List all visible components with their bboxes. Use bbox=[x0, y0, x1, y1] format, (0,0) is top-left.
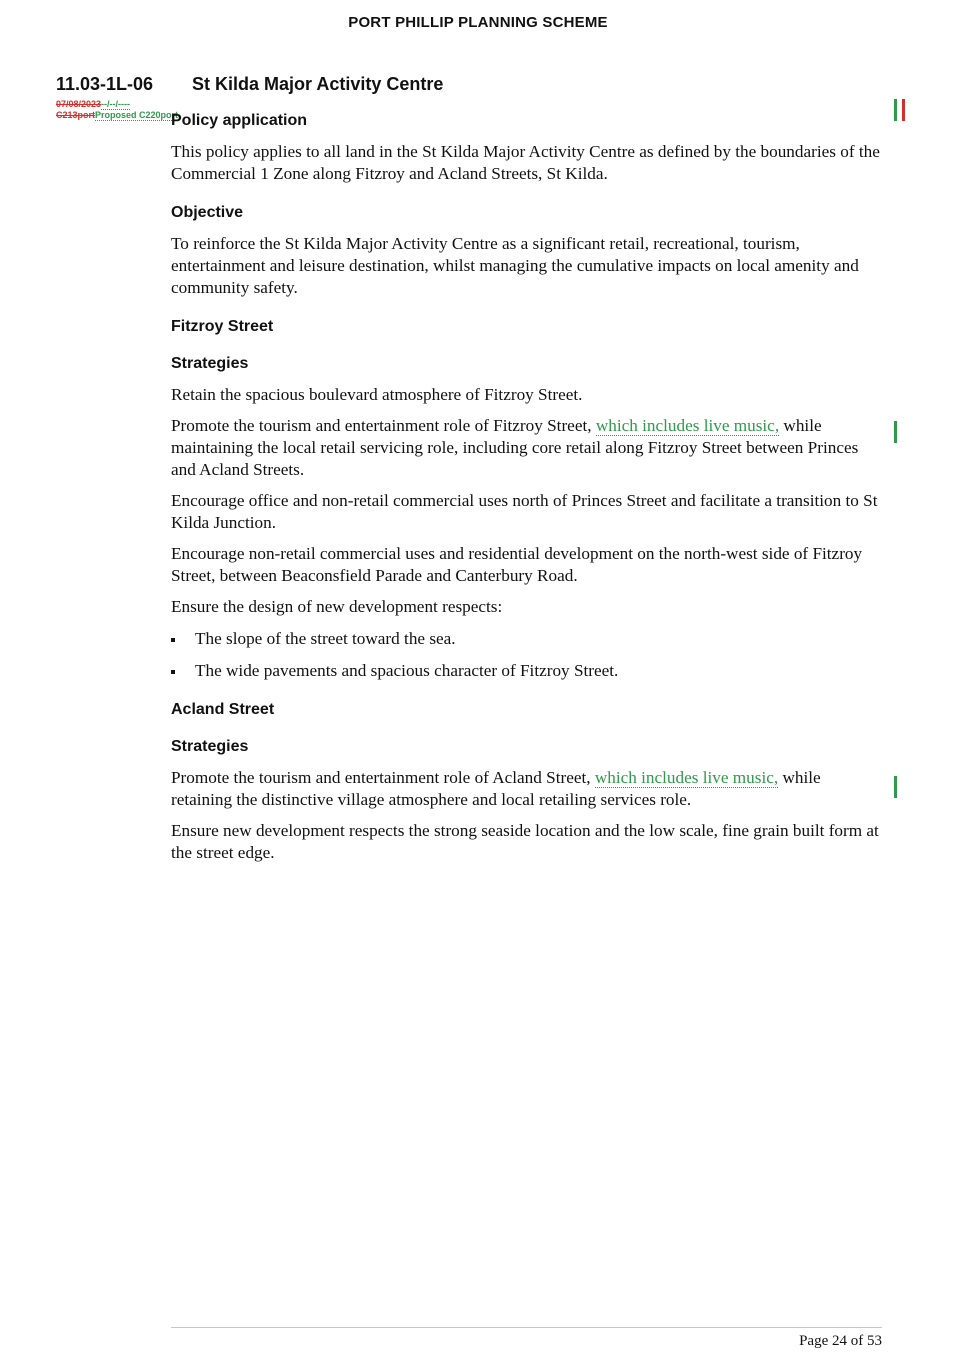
document-body bbox=[171, 112, 885, 864]
clause-number: 11.03-1L-06 bbox=[56, 74, 154, 94]
acland-strategy-1 bbox=[171, 767, 885, 811]
fitzroy-strategy-4: Encourage non-retail commercial uses and residential development on the north-west side of Fitzroy Street, between Beaconsfield Parade and Canterbury Road. bbox=[171, 544, 863, 585]
amendment-annotation bbox=[56, 99, 178, 121]
fitzroy-strategy-3: Encourage office and non-retail commercial uses north of Princes Street and facilitate a transition to St Kilda Junction. bbox=[171, 491, 878, 532]
deleted-date: 07/08/2023 bbox=[56, 99, 102, 109]
deleted-change-mark bbox=[902, 99, 905, 121]
fitzroy-strategy-2-after: while maintaining the local retail servicing role, including core retail along Fitzroy Street between Princes and Acland Streets. bbox=[171, 416, 859, 479]
fitzroy-strategy-1: Retain the spacious boulevard atmosphere of Fitzroy Street. bbox=[171, 385, 583, 404]
policy-application-text: This policy applies to all land in the St Kilda Major Activity Centre as defined by the boundaries of the Commercial 1 Zone along Fitzroy and Acland Streets, St Kilda. bbox=[171, 142, 880, 183]
acland-strategy-1-after: while retaining the distinctive village atmosphere and local retailing services role. bbox=[171, 768, 821, 809]
inserted-amendment: Proposed C220port bbox=[95, 110, 179, 120]
fitzroy-street-heading: Fitzroy Street bbox=[171, 318, 274, 335]
fitzroy-strategy-2 bbox=[171, 415, 885, 481]
objective-text: To reinforce the St Kilda Major Activity Centre as a significant retail, recreational, tourism, entertainment and leisure destination, whilst managing the cumulative impacts on local amenity and community safety. bbox=[171, 234, 859, 297]
policy-application-heading: Policy application bbox=[171, 112, 308, 129]
fitzroy-inserted-text: which includes live music, bbox=[595, 416, 780, 435]
fitzroy-design-list bbox=[171, 628, 885, 682]
acland-inserted-text: which includes live music, bbox=[594, 768, 779, 787]
page-number: Page 24 of 53 bbox=[799, 1333, 882, 1349]
list-item: The wide pavements and spacious character of Fitzroy Street. bbox=[171, 660, 885, 682]
change-bar-fitzroy bbox=[894, 421, 897, 443]
fitzroy-strategies-heading: Strategies bbox=[171, 355, 249, 372]
acland-strategy-1-before: Promote the tourism and entertainment role of Acland Street, bbox=[171, 768, 595, 787]
acland-street-heading: Acland Street bbox=[171, 701, 275, 718]
change-marks bbox=[894, 99, 908, 121]
inserted-date: --/--/---- bbox=[101, 99, 131, 109]
deleted-amendment: C213port bbox=[56, 110, 96, 120]
change-bar-acland bbox=[894, 776, 897, 798]
fitzroy-strategy-5: Ensure the design of new development respects: bbox=[171, 597, 503, 616]
fitzroy-strategy-2-before: Promote the tourism and entertainment role of Fitzroy Street, bbox=[171, 416, 596, 435]
acland-strategies-heading: Strategies bbox=[171, 738, 249, 755]
acland-strategy-2: Ensure new development respects the strong seaside location and the low scale, fine grain built form at the street edge. bbox=[171, 821, 879, 862]
footer-divider bbox=[171, 1327, 882, 1328]
inserted-change-mark bbox=[894, 99, 897, 121]
objective-heading: Objective bbox=[171, 204, 244, 221]
clause-title: St Kilda Major Activity Centre bbox=[192, 74, 444, 94]
list-item: The slope of the street toward the sea. bbox=[171, 628, 885, 650]
page-header: PORT PHILLIP PLANNING SCHEME bbox=[348, 14, 608, 31]
bullet-icon bbox=[171, 670, 175, 674]
bullet-icon bbox=[171, 638, 175, 642]
